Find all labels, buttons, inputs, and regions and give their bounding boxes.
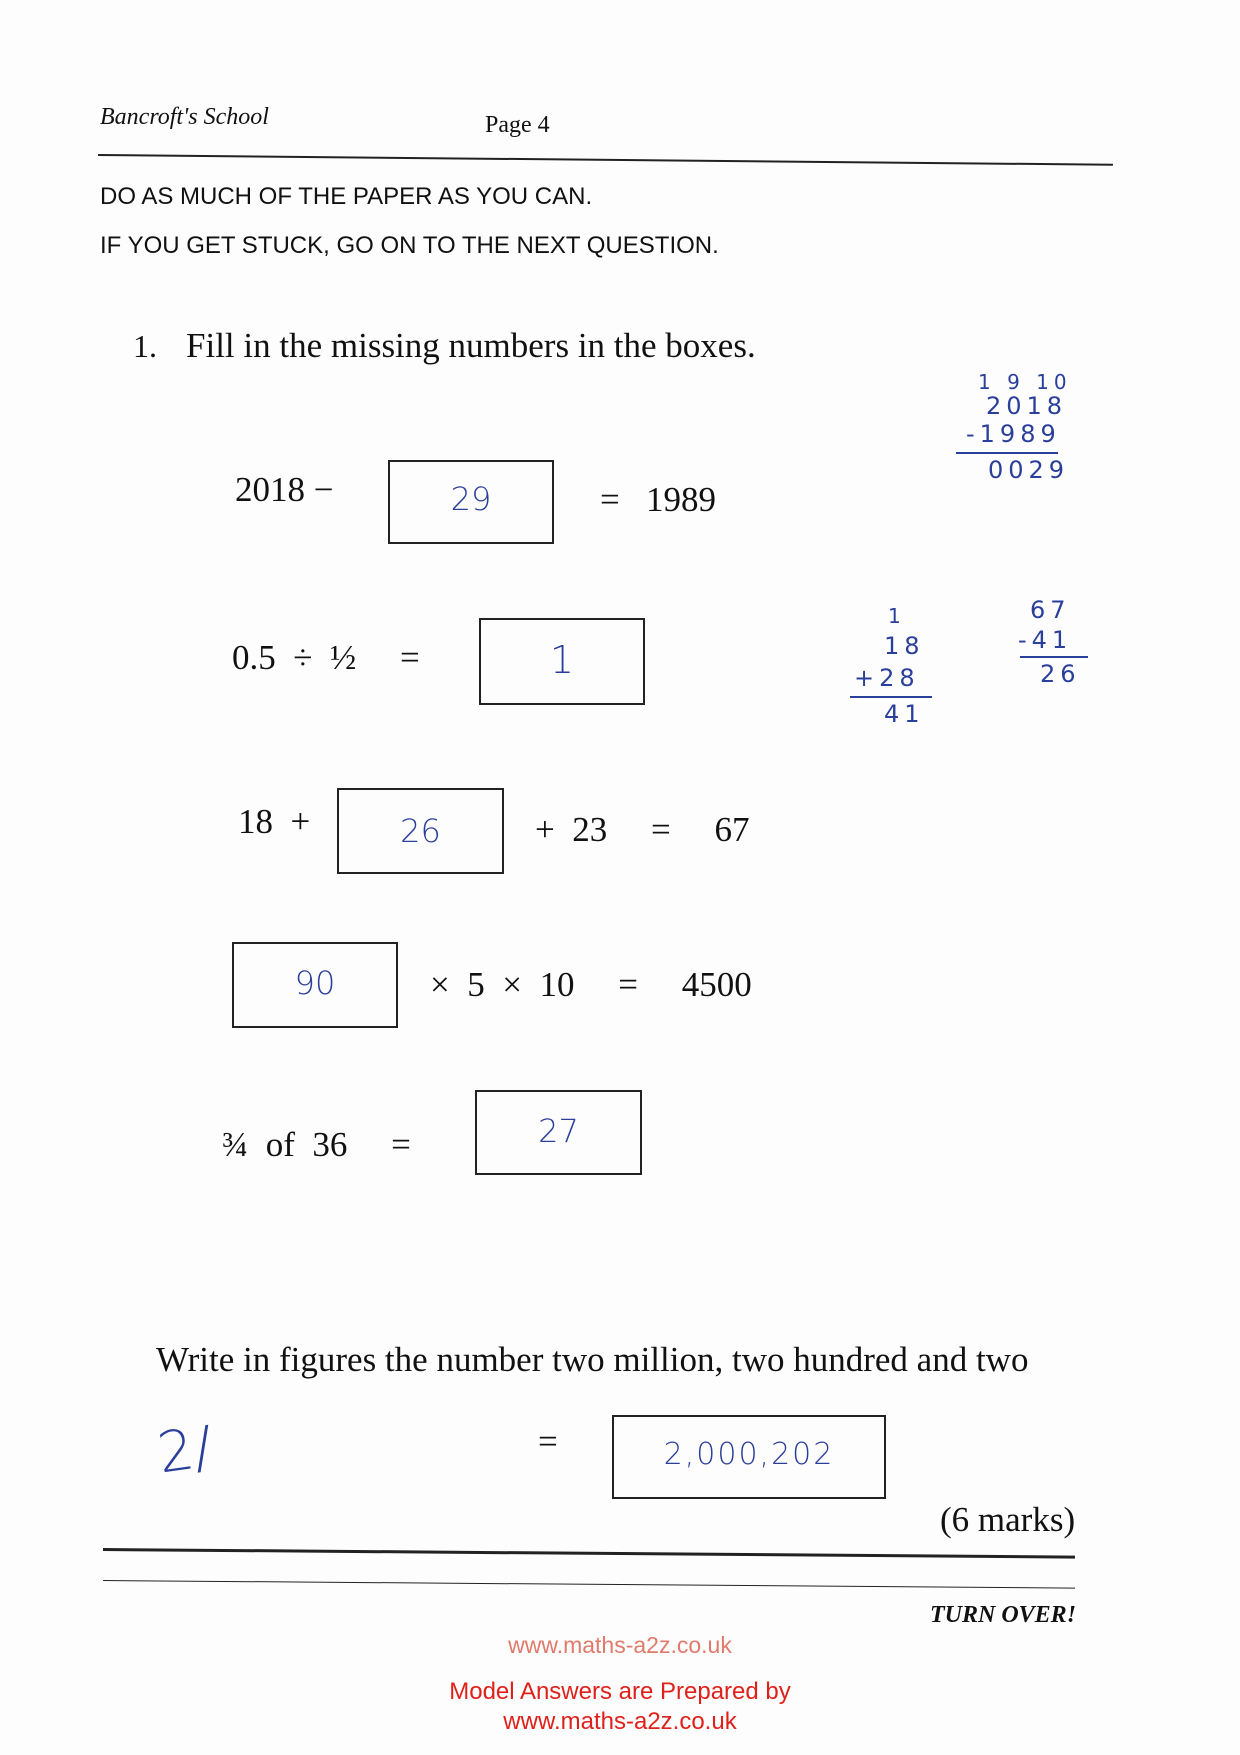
answer-4: 90	[294, 964, 336, 1002]
work-add-line	[850, 696, 932, 698]
work-add-a: 18	[884, 632, 925, 660]
answer-box-4[interactable]	[232, 942, 398, 1028]
work-sub-carry: 1 9 10	[978, 370, 1072, 394]
bottom-rule-thick	[103, 1548, 1075, 1559]
answer-words: 2,000,202	[663, 1437, 835, 1472]
words-equals: =	[538, 1422, 558, 1461]
expr-4-right: × 5 × 10 = 4500	[430, 965, 752, 1004]
expr-3-left: 18 +	[238, 802, 311, 841]
bottom-rule-thin	[103, 1580, 1075, 1589]
work-sub-minus: -1989	[966, 420, 1061, 448]
question-number: 1.	[133, 328, 157, 364]
answer-5: 27	[538, 1112, 579, 1150]
page-number: Page 4	[485, 112, 550, 138]
expr-1-right: = 1989	[600, 480, 716, 519]
question-prompt: Fill in the missing numbers in the boxes.	[186, 326, 756, 365]
work-diff-line	[1020, 656, 1088, 658]
expr-3-right: + 23 = 67	[535, 810, 750, 849]
header-rule	[98, 154, 1113, 166]
answer-1: 29	[450, 480, 492, 518]
credit-line-1: Model Answers are Prepared by	[449, 1678, 791, 1705]
work-diff-result: 26	[1040, 660, 1081, 688]
marks: (6 marks)	[940, 1500, 1076, 1539]
work-sub-result: 0029	[988, 456, 1070, 484]
answer-box-3[interactable]	[337, 788, 504, 874]
work-add-carry: 1	[888, 604, 906, 628]
words-prompt: Write in figures the number two million, two hundred and two	[156, 1340, 1029, 1379]
school-name: Bancroft's School	[100, 104, 269, 130]
work-add-b: +28	[854, 664, 920, 692]
expr-2-left: 0.5 ÷ ½ =	[232, 638, 420, 677]
expr-1-left: 2018 −	[235, 470, 334, 509]
expr-5-left: ¾ of 36 =	[222, 1125, 411, 1164]
instruction-line-2: IF YOU GET STUCK, GO ON TO THE NEXT QUESTION.	[100, 232, 719, 259]
website-watermark[interactable]: www.maths-a2z.co.uk	[508, 1632, 732, 1658]
work-sub-line	[956, 452, 1058, 454]
answer-3: 26	[400, 812, 441, 850]
answer-box-2[interactable]	[479, 618, 645, 705]
turn-over: TURN OVER!	[930, 1602, 1077, 1628]
answer-box-words[interactable]	[612, 1415, 886, 1499]
work-add-result: 41	[884, 700, 925, 728]
work-sub-top: 2018	[986, 392, 1068, 420]
answer-box-5[interactable]	[475, 1090, 642, 1175]
work-diff-a: 67	[1030, 596, 1071, 624]
work-diff-b: -41	[1018, 626, 1073, 654]
instruction-line-1: DO AS MUCH OF THE PAPER AS YOU CAN.	[100, 183, 593, 210]
answer-box-1[interactable]	[388, 460, 554, 544]
marker-tally: 2/	[153, 1414, 217, 1487]
answer-2: 1	[549, 638, 575, 682]
credit-line-2[interactable]: www.maths-a2z.co.uk	[503, 1708, 737, 1735]
